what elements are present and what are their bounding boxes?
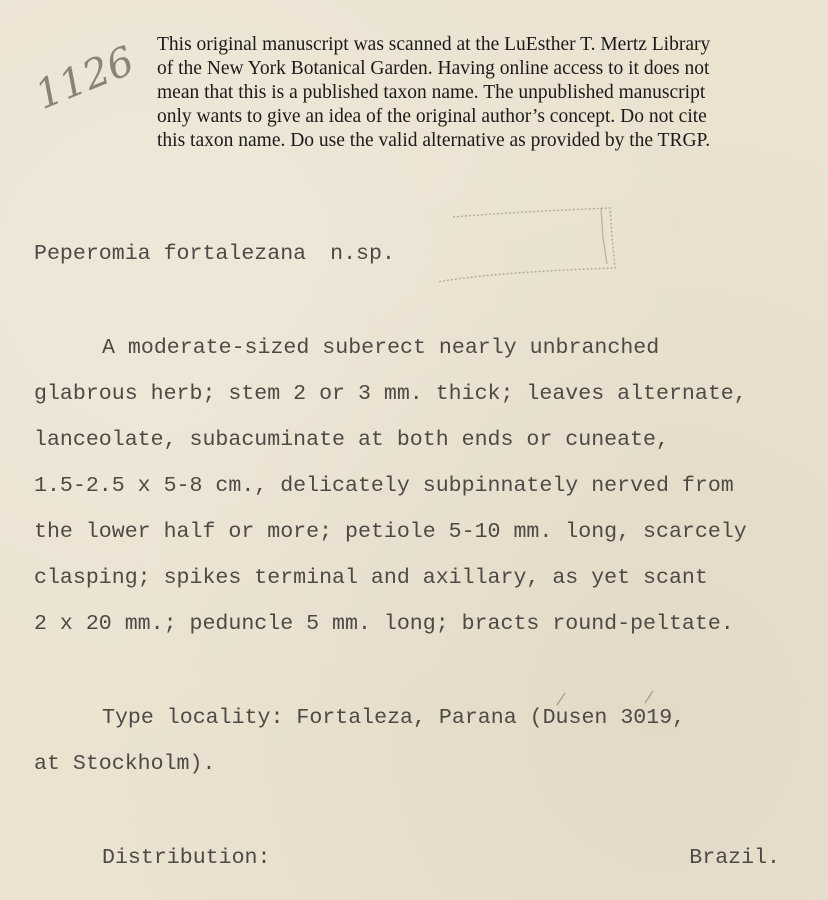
type-locality-line: at Stockholm). <box>34 752 216 776</box>
species-status: n.sp. <box>330 242 395 266</box>
disclaimer-line: This original manuscript was scanned at the LuEsther T. Mertz Library <box>157 34 711 55</box>
distribution-value: Brazil. <box>689 846 780 870</box>
disclaimer-line: this taxon name. Do use the valid alternative as provided by the TRGP. <box>157 130 711 151</box>
disclaimer-line: only wants to give an idea of the original author’s concept. Do not cite <box>157 106 707 127</box>
type-locality-line: Type locality: Fortaleza, Parana (Dusen 3019, <box>102 706 686 730</box>
description-line: 1.5-2.5 x 5-8 cm., delicately subpinnately nerved from <box>34 474 734 498</box>
description-line: lanceolate, subacuminate at both ends or cuneate, <box>34 428 669 452</box>
description-line: the lower half or more; petiole 5-10 mm. long, scarcely <box>34 520 747 544</box>
description-line: 2 x 20 mm.; peduncle 5 mm. long; bracts round-peltate. <box>34 612 734 636</box>
library-disclaimer <box>157 33 797 153</box>
species-heading <box>34 242 395 266</box>
description-line: clasping; spikes terminal and axillary, as yet scant <box>34 566 708 590</box>
handwritten-number <box>28 30 148 120</box>
description-line: A moderate-sized suberect nearly unbranched <box>102 336 660 360</box>
svg-text:1126: 1126 <box>28 37 141 119</box>
disclaimer-line: of the New York Botanical Garden. Having online access to it does not <box>157 58 710 79</box>
species-name: Peperomia fortalezana <box>34 242 307 266</box>
disclaimer-line: mean that this is a published taxon name. The unpublished manuscript <box>157 82 706 103</box>
description-line: glabrous herb; stem 2 or 3 mm. thick; leaves alternate, <box>34 382 747 406</box>
distribution-label: Distribution: <box>102 846 271 870</box>
